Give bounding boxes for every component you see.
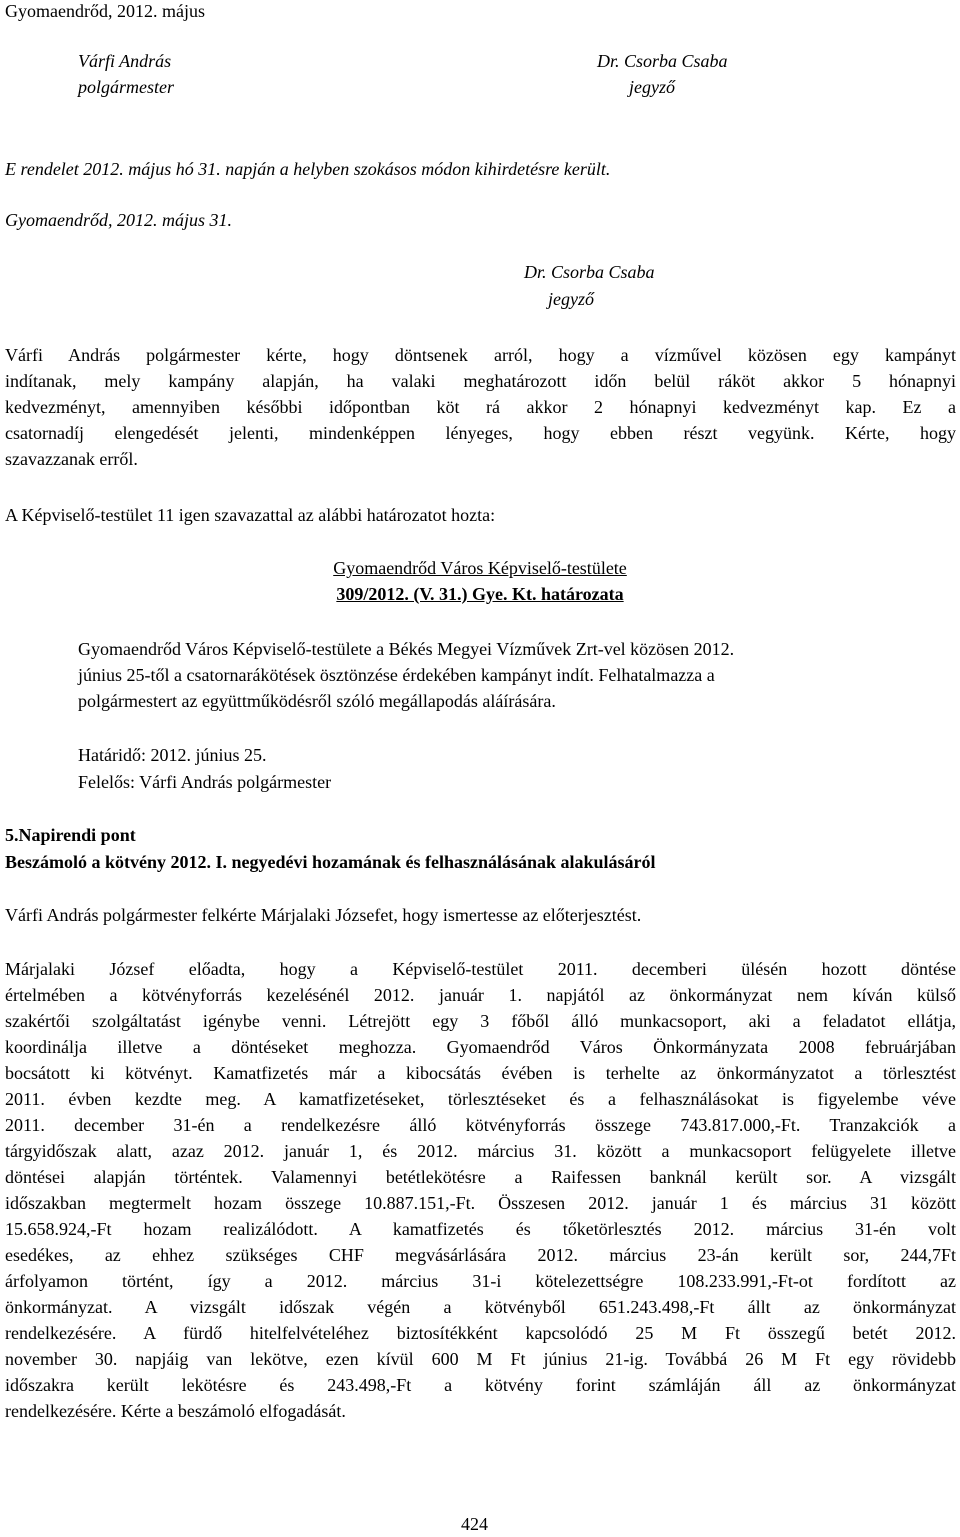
- paragraph-line: november 30. napjáig van lekötve, ezen kívül 600 M Ft június 21-ig. Továbbá 26 M Ft egy rövidebb: [5, 1349, 956, 1369]
- resolution-line: polgármestert az együttműködésről szóló megállapodás aláírására.: [78, 691, 556, 711]
- paragraph-line: szavazzanak erről.: [5, 449, 138, 469]
- paragraph-mayor-request: [5, 342, 956, 472]
- paragraph-line: értelmében a kötvényforrás kezelésénél 2012. január 1. napjától az önkormányzat nem kíván külső: [5, 985, 956, 1005]
- paragraph-line: rendelkezésére. Kérte a beszámoló elfogadását.: [5, 1401, 346, 1421]
- resolution-line: június 25-től a csatornarákötések ösztönzése érdekében kampányt indít. Felhatalmazza a: [78, 665, 715, 685]
- signatory-left-title: polgármester: [78, 77, 174, 97]
- signatory-right-name: Dr. Csorba Csaba: [597, 51, 728, 71]
- paragraph-line: csatornadíj elengedését jelenti, mindenképpen lényeges, hogy ebben részt vegyünk. Kérte, hogy: [5, 423, 956, 443]
- resolution-line: Gyomaendrőd Város Képviselő-testülete a Békés Megyei Vízművek Zrt-vel közösen 2012.: [78, 639, 735, 659]
- resolution-heading-body: Gyomaendrőd Város Képviselő-testülete: [333, 558, 627, 578]
- speaker-name: Várfi András: [5, 345, 121, 365]
- resolution-deadline: Határidő: 2012. június 25.: [78, 745, 267, 765]
- paragraph-line: szakértői szolgáltatást igénybe venni. Létrejött egy 3 főből álló munkacsoport, aki a feladatot ellátja,: [5, 1011, 956, 1031]
- paragraph-line: tárgyidőszak alatt, azaz 2012. január 1, és 2012. március 31. között a munkacsoport felügyelete illetve: [5, 1141, 956, 1161]
- resolution-body: [78, 636, 734, 714]
- paragraph-line: döntései alapján történtek. Valamennyi betétlekötésre a Raifessen banknál került sor. A vizsgált: [5, 1167, 956, 1187]
- speaker-name: Márjalaki József: [5, 959, 155, 979]
- signatory-right-title: jegyző: [629, 77, 675, 97]
- header-place-date: Gyomaendrőd, 2012. május: [5, 1, 205, 21]
- promulgation-statement: E rendelet 2012. május hó 31. napján a helyben szokásos módon kihirdetésre került.: [5, 159, 611, 179]
- paragraph-line: 2011. évben kezdte meg. A kamatfizetéseket, törlesztéseket és a felhasználásokat is figyelembe véve: [5, 1089, 956, 1109]
- paragraph-line: bocsátott ki kötvényt. Kamatfizetés már a kibocsátás évében is terhelte az önkormányzatot a törlesztést: [5, 1063, 956, 1083]
- paragraph-line: koordinálja illetve a döntéseket meghozza. Gyomaendrőd Város Önkormányzata 2008 februárjában: [5, 1037, 956, 1057]
- speaker-name: Várfi András: [5, 905, 99, 925]
- paragraph-line: önkormányzat. A vizsgált időszak végén a kötvényből 651.243.498,-Ft állt az önkormányzat: [5, 1297, 956, 1317]
- signatory-left-name: Várfi András: [78, 51, 172, 71]
- paragraph-line: időszakra került lekötésre és 243.498,-Ft a kötvény forint számláján áll az önkormányzat: [5, 1375, 956, 1395]
- paragraph-line: Márjalaki József előadta, hogy a Képviselő-testület 2011. decemberi ülésén hozott döntése: [5, 959, 957, 979]
- promulgation-signatory-title: jegyző: [548, 289, 594, 309]
- page-number: 424: [461, 1514, 488, 1534]
- paragraph-line: Várfi András polgármester kérte, hogy döntsenek arról, hogy a vízművel közösen egy kampányt: [5, 345, 956, 365]
- promulgation-signatory-name: Dr. Csorba Csaba: [524, 262, 655, 282]
- agenda-title: Beszámoló a kötvény 2012. I. negyedévi hozamának és felhasználásának alakulásáról: [5, 852, 656, 872]
- resolution-responsible: Felelős: Várfi András polgármester: [78, 772, 332, 792]
- paragraph-line: indítanak, mely kampány alapján, ha valaki meghatározott időn belül ráköt akkor 5 hónapnyi: [5, 371, 956, 391]
- paragraph-line: esedékes, az ehhez szükséges CHF megvásárlására 2012. március 23-án került sor, 244,7Ft: [5, 1245, 956, 1265]
- vote-statement: A Képviselő-testület 11 igen szavazattal az alábbi határozatot hozta:: [5, 505, 496, 525]
- promulgation-place-date: Gyomaendrőd, 2012. május 31.: [5, 210, 232, 230]
- paragraph-line: 15.658.924,-Ft hozam realizálódott. A kamatfizetés és tőketörlesztés 2012. március 31-én volt: [5, 1219, 956, 1239]
- paragraph-line: rendelkezésére. A fürdő hitelfelvételéhez biztosítékként kapcsolódó 25 M Ft összegű betét 2012.: [5, 1323, 956, 1343]
- paragraph-line: árfolyamon történt, így a 2012. március 31-i kötelezettségre 108.233.991,-Ft-ot fordított az: [5, 1271, 956, 1291]
- paragraph-mayor-invite: Várfi András polgármester felkérte Márjalaki Józsefet, hogy ismertesse az előterjesztést.: [5, 905, 642, 925]
- paragraph-line: 2011. december 31-én a rendelkezésre álló kötvényforrás összege 743.817.000,-Ft. Tranzakciók a: [5, 1115, 956, 1135]
- agenda-number: 5.Napirendi pont: [5, 825, 136, 845]
- paragraph-line: kedvezményt, amennyiben későbbi időpontban köt rá akkor 2 hónapnyi kedvezményt kap. Ez a: [5, 397, 956, 417]
- resolution-heading-number: 309/2012. (V. 31.) Gye. Kt. határozata: [336, 584, 624, 604]
- paragraph-line: időszakban megtermelt hozam összege 10.887.151,-Ft. Összesen 2012. január 1 és március 31 között: [5, 1193, 956, 1213]
- paragraph-report: [5, 956, 956, 1424]
